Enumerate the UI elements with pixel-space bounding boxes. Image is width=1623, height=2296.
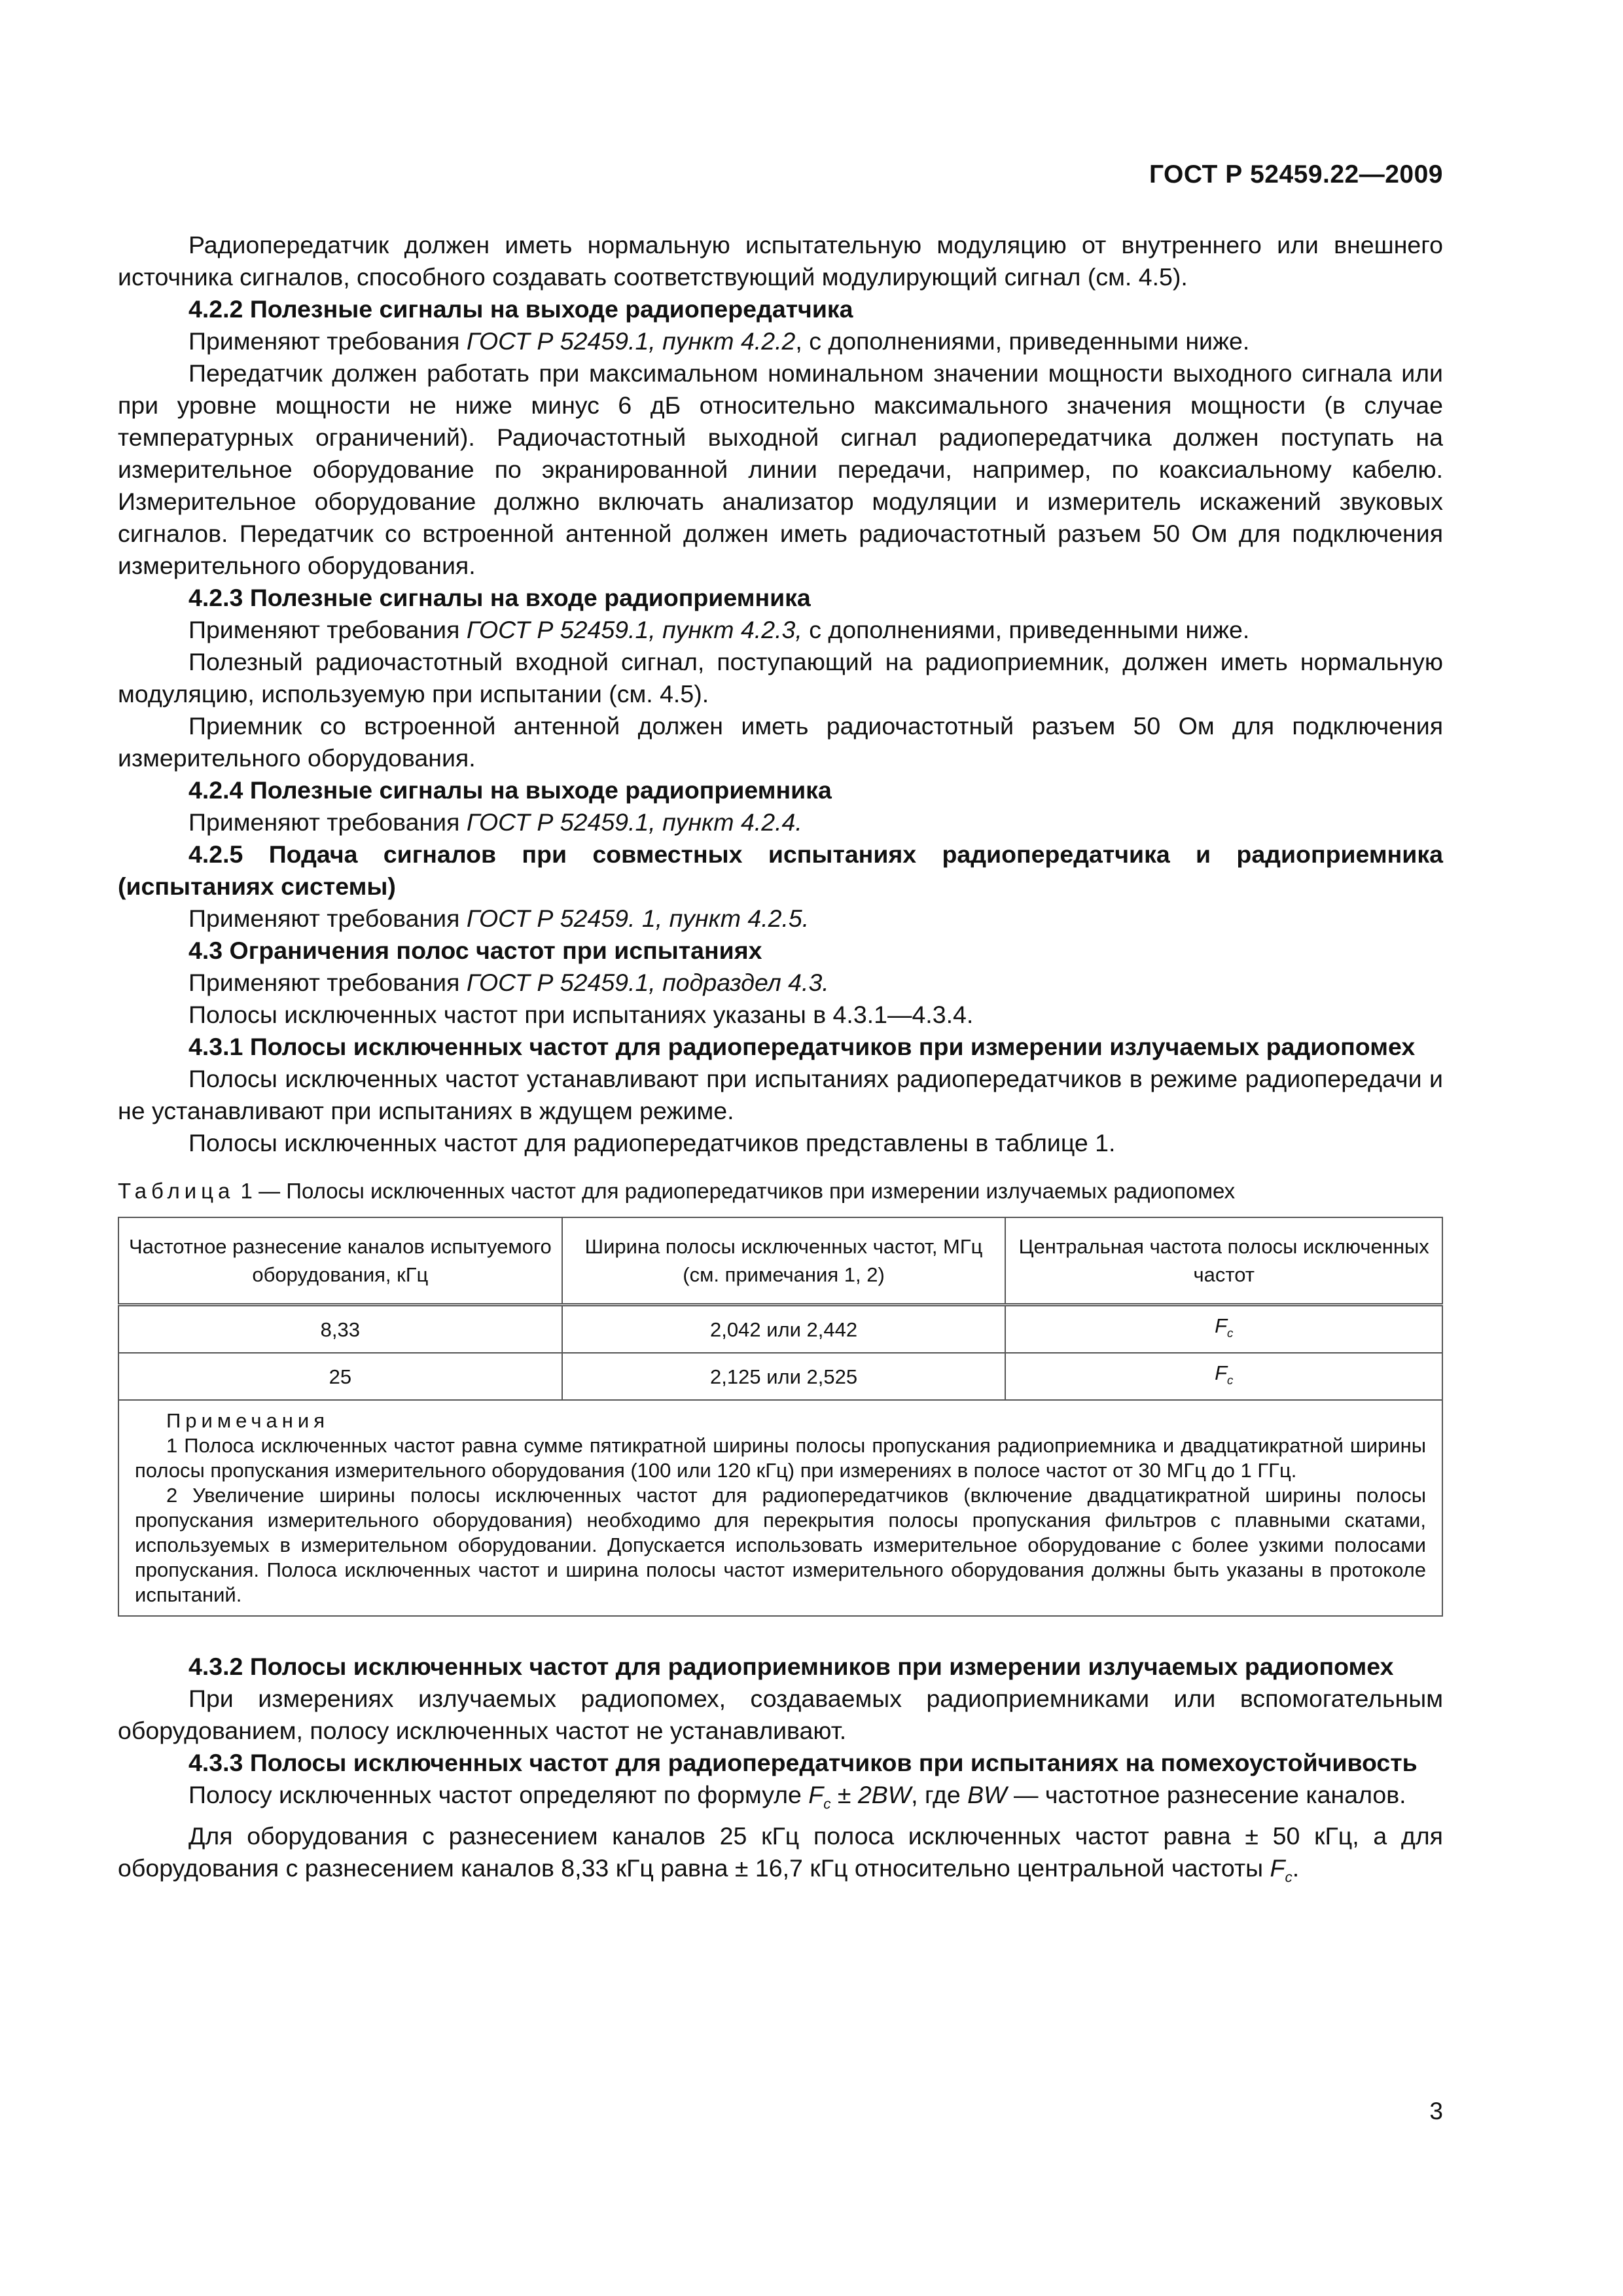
section-heading-4-3-2: 4.3.2 Полосы исключенных частот для радиоприемников при измерении излучаемых радиопомех <box>188 1653 1394 1680</box>
paragraph: Полезный радиочастотный входной сигнал, поступающий на радиоприемник, должен иметь нормальную модуляцию, используемую при испытании (см. 4.5). <box>118 648 1443 708</box>
document-body <box>118 229 1443 1893</box>
section-heading-4-3-1: 4.3.1 Полосы исключенных частот для радиопередатчиков при измерении излучаемых радиопомех <box>188 1033 1416 1060</box>
table-header-row <box>118 1217 1442 1305</box>
table-cell: 8,33 <box>118 1305 562 1354</box>
table-cell: 2,042 или 2,442 <box>562 1305 1006 1354</box>
table-note: 1 Полоса исключенных частот равна сумме пятикратной ширины полосы пропускания радиоприемника и двадцатикратной ширины полосы пропускания измерительного оборудования (100 или 120 кГц) при измерениях в полосе частот от 30 МГц до 1 ГГц. <box>135 1434 1426 1482</box>
table-notes <box>118 1400 1442 1616</box>
section-heading-4-2-3: 4.2.3 Полезные сигналы на входе радиоприемника <box>188 584 811 611</box>
paragraph: Применяют требования ГОСТ Р 52459.1, подраздел 4.3. <box>188 969 829 996</box>
section-heading-4-2-2: 4.2.2 Полезные сигналы на выходе радиопередатчика <box>188 295 853 323</box>
paragraph: Для оборудования с разнесением каналов 25 кГц полоса исключенных частот равна ± 50 кГц, а для оборудования с разнесением каналов 8,33 кГц равна ± 16,7 кГц относительно центральной частоты $F_c$. <box>118 1821 1443 1885</box>
standard-reference: ГОСТ Р 52459. 1, пункт 4.2.5. <box>466 905 810 932</box>
standard-reference: ГОСТ Р 52459.1, пункт 4.2.4. <box>466 808 802 836</box>
table-note: 2 Увеличение ширины полосы исключенных частот для радиопередатчиков (включение двадцатикратной ширины полосы пропускания измерительного оборудования) необходимо для перекрытия полосы пропускания фильтров с плавными скатами, используемых в измерительном оборудовании. Допускается использовать измерительное оборудование с более узкими полосами пропускания. Полоса исключенных частот и ширина полосы частот измерительного оборудования должны быть указаны в протоколе испытаний. <box>135 1484 1426 1606</box>
formula: $F_c$ <box>1270 1854 1293 1885</box>
paragraph: Применяют требования ГОСТ Р 52459.1, пункт 4.2.2, с дополнениями, приведенными ниже. <box>188 327 1250 355</box>
standard-reference: ГОСТ Р 52459.1, пункт 4.2.3, <box>466 616 802 643</box>
document-header: ГОСТ Р 52459.22—2009 <box>1149 160 1443 188</box>
exclusion-band-table <box>118 1217 1443 1617</box>
section-heading-4-3: 4.3 Ограничения полос частот при испытаниях <box>188 937 762 964</box>
table-cell: $F_c$ <box>1005 1353 1442 1400</box>
table-cell: 2,125 или 2,525 <box>562 1353 1006 1400</box>
table-notes-row <box>118 1400 1442 1616</box>
section-heading-4-2-4: 4.2.4 Полезные сигналы на выходе радиоприемника <box>188 776 832 804</box>
paragraph: Приемник со встроенной антенной должен иметь радиочастотный разъем 50 Ом для подключения измерительного оборудования. <box>118 712 1443 772</box>
paragraph: При измерениях излучаемых радиопомех, создаваемых радиоприемниками или вспомогательным оборудованием, полосу исключенных частот не устанавливают. <box>118 1685 1443 1744</box>
column-header: Частотное разнесение каналов испытуемого оборудования, кГц <box>118 1217 562 1305</box>
paragraph: Радиопередатчик должен иметь нормальную испытательную модуляцию от внутреннего или внешнего источника сигналов, способного создавать соответствующий модулирующий сигнал (см. 4.5). <box>118 231 1443 291</box>
paragraph: Полосы исключенных частот при испытаниях указаны в 4.3.1—4.3.4. <box>188 1001 974 1028</box>
table-cell: $F_c$ <box>1005 1305 1442 1354</box>
paragraph: Передатчик должен работать при максимальном номинальном значении мощности выходного сигнала или при уровне мощности не ниже минус 6 дБ относительно максимального значения мощности (в случае температурных ограничений). Радиочастотный выходной сигнал радиопередатчика должен поступать на измерительное оборудование по экранированной линии передачи, например, по коаксиальному кабелю. Измерительное оборудование должно включать анализатор модуляции и измеритель искажений звуковых сигналов. Передатчик со встроенной антенной должен иметь радиочастотный разъем 50 Ом для подключения измерительного оборудования. <box>118 359 1443 579</box>
column-header: Ширина полосы исключенных частот, МГц (см. примечания 1, 2) <box>562 1217 1006 1305</box>
notes-title: Примечания <box>166 1409 329 1432</box>
table-row <box>118 1353 1442 1400</box>
standard-reference: ГОСТ Р 52459.1, пункт 4.2.2 <box>466 327 796 355</box>
paragraph: Применяют требования ГОСТ Р 52459.1, пункт 4.2.3, с дополнениями, приведенными ниже. <box>188 616 1250 643</box>
table-row <box>118 1305 1442 1354</box>
standard-reference: ГОСТ Р 52459.1, подраздел 4.3. <box>466 969 829 996</box>
paragraph: Полосы исключенных частот устанавливают при испытаниях радиопередатчиков в режиме радиопередачи и не устанавливают при испытаниях в ждущем режиме. <box>118 1065 1443 1124</box>
table-caption: Таблица 1 — Полосы исключенных частот для радиопередатчиков при измерении излучаемых радиопомех <box>118 1179 1236 1203</box>
formula: $F_c$ <box>808 1781 831 1812</box>
paragraph: Полосу исключенных частот определяют по формуле $F_c \pm 2BW$, где BW — частотное разнесение каналов. <box>188 1781 1406 1812</box>
section-heading-4-2-5: 4.2.5 Подача сигналов при совместных испытаниях радиопередатчика и радиоприемника (испытаниях системы) <box>118 840 1443 900</box>
paragraph: Полосы исключенных частот для радиопередатчиков представлены в таблице 1. <box>188 1129 1116 1157</box>
section-heading-4-3-3: 4.3.3 Полосы исключенных частот для радиопередатчиков при испытаниях на помехоустойчивость <box>188 1749 1418 1776</box>
paragraph: Применяют требования ГОСТ Р 52459. 1, пункт 4.2.5. <box>188 905 810 932</box>
paragraph: Применяют требования ГОСТ Р 52459.1, пункт 4.2.4. <box>188 808 802 836</box>
table-cell: 25 <box>118 1353 562 1400</box>
page-number: 3 <box>1429 2098 1443 2125</box>
column-header: Центральная частота полосы исключенных частот <box>1005 1217 1442 1305</box>
